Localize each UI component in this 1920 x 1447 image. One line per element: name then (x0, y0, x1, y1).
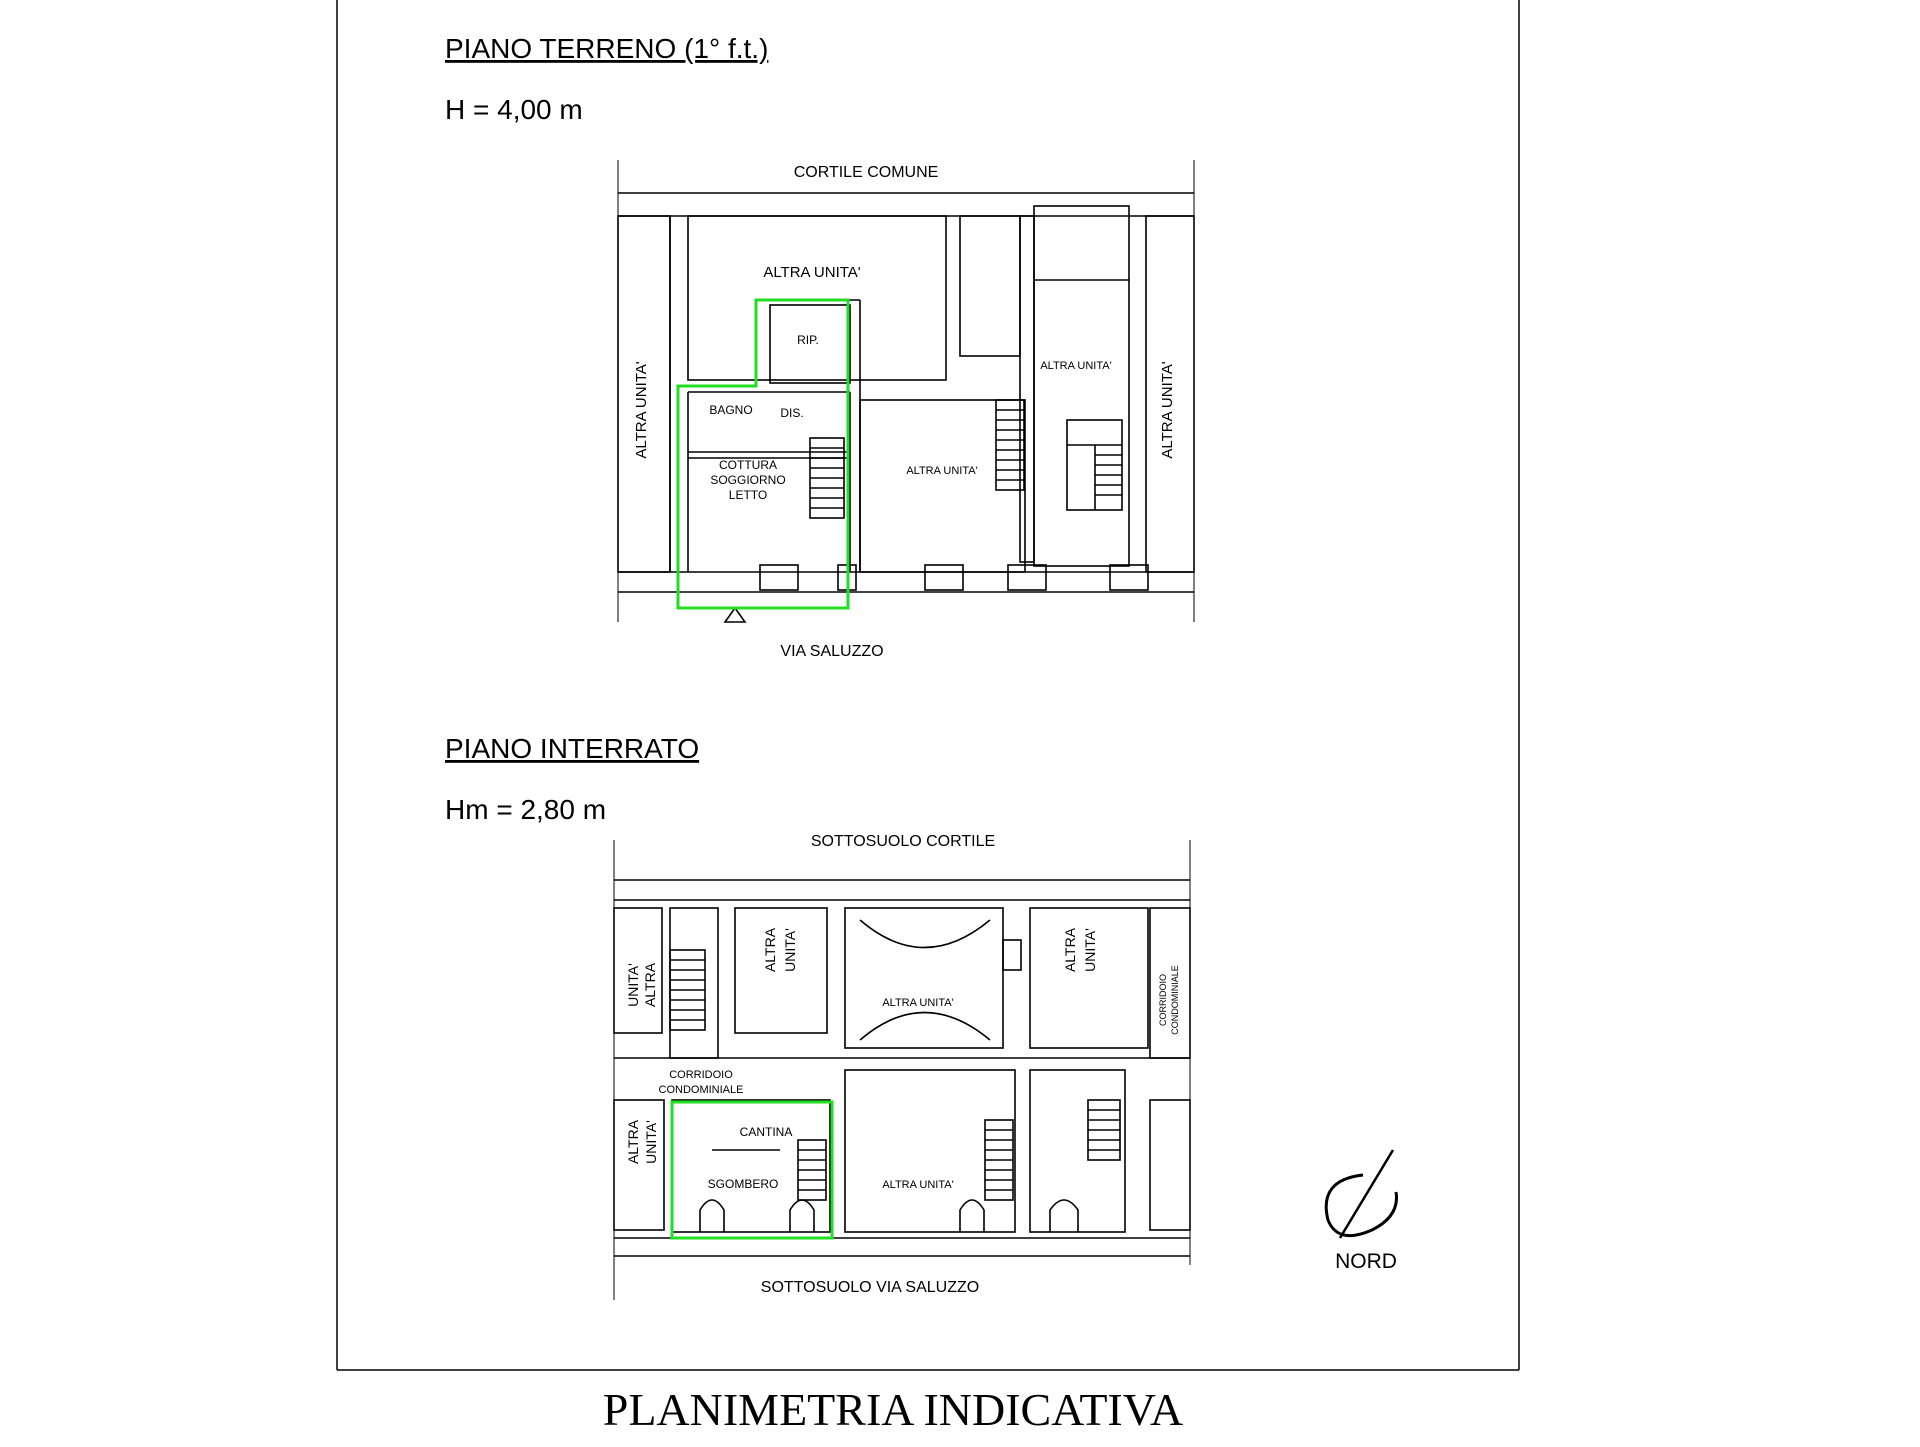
ground-floor-height: H = 4,00 m (445, 94, 583, 125)
ground-room-rip: RIP. (797, 333, 819, 347)
basement-room-altra-center-bottom: ALTRA UNITA' (882, 1179, 954, 1191)
ground-room-letto: LETTO (728, 488, 768, 502)
ground-floor-title: PIANO TERRENO (1° f.t.) (445, 33, 769, 64)
basement-title: PIANO INTERRATO (445, 733, 700, 764)
basement-height: Hm = 2,80 m (445, 794, 607, 825)
basement-top-label: SOTTOSUOLO CORTILE (810, 833, 996, 850)
basement-room-cantina: CANTINA (739, 1125, 793, 1139)
ground-room-cottura: COTTURA (719, 458, 777, 472)
ground-floor-bottom-label: VIA SALUZZO (780, 643, 884, 660)
ground-room-altra-right: ALTRA UNITA' (1159, 361, 1176, 459)
north-arrow-icon (1326, 1150, 1396, 1238)
basement-room-altra3-b: UNITA' (643, 1120, 659, 1164)
basement-room-corridoio-right-b: CONDOMINIALE (1170, 965, 1180, 1035)
basement-room-altra2-a: ALTRA (1062, 927, 1078, 973)
ground-floor-top-label: CORTILE COMUNE (793, 164, 939, 181)
basement-room-altra3-a: ALTRA (625, 1119, 641, 1165)
basement-room-unita: UNITA' (625, 963, 641, 1007)
ground-room-altra-upright: ALTRA UNITA' (1040, 360, 1112, 372)
basement-room-corridoio-a: CORRIDOIO (669, 1069, 733, 1081)
ground-room-altra-top: ALTRA UNITA' (763, 264, 861, 281)
ground-room-altra-mid: ALTRA UNITA' (906, 465, 978, 477)
basement-room-corridoio-right-a: CORRIDOIO (1158, 973, 1168, 1027)
north-label: NORD (1335, 1250, 1397, 1273)
basement-room-altra-center-top: ALTRA UNITA' (882, 997, 954, 1009)
ground-room-altra-left: ALTRA UNITA' (633, 361, 650, 459)
caption: PLANIMETRIA INDICATIVA (602, 1384, 1184, 1435)
ground-room-soggiorno: SOGGIORNO (710, 473, 786, 487)
ground-floor-highlight (678, 300, 848, 608)
basement-room-corridoio-b: CONDOMINIALE (658, 1084, 744, 1096)
basement-room-labels (625, 927, 1180, 1191)
basement-room-altra1-b: UNITA' (782, 928, 798, 972)
basement-room-altra-stub: ALTRA (642, 962, 658, 1008)
basement-room-altra2-b: UNITA' (1082, 928, 1098, 972)
ground-room-dis: DIS. (780, 406, 804, 420)
basement-bottom-label: SOTTOSUOLO VIA SALUZZO (760, 1279, 980, 1296)
ground-room-bagno: BAGNO (709, 403, 753, 417)
ground-floor-plan (618, 160, 1194, 622)
sheet-border (337, 0, 1519, 1370)
basement-room-altra1-a: ALTRA (762, 927, 778, 973)
basement-room-sgombero: SGOMBERO (707, 1177, 779, 1191)
